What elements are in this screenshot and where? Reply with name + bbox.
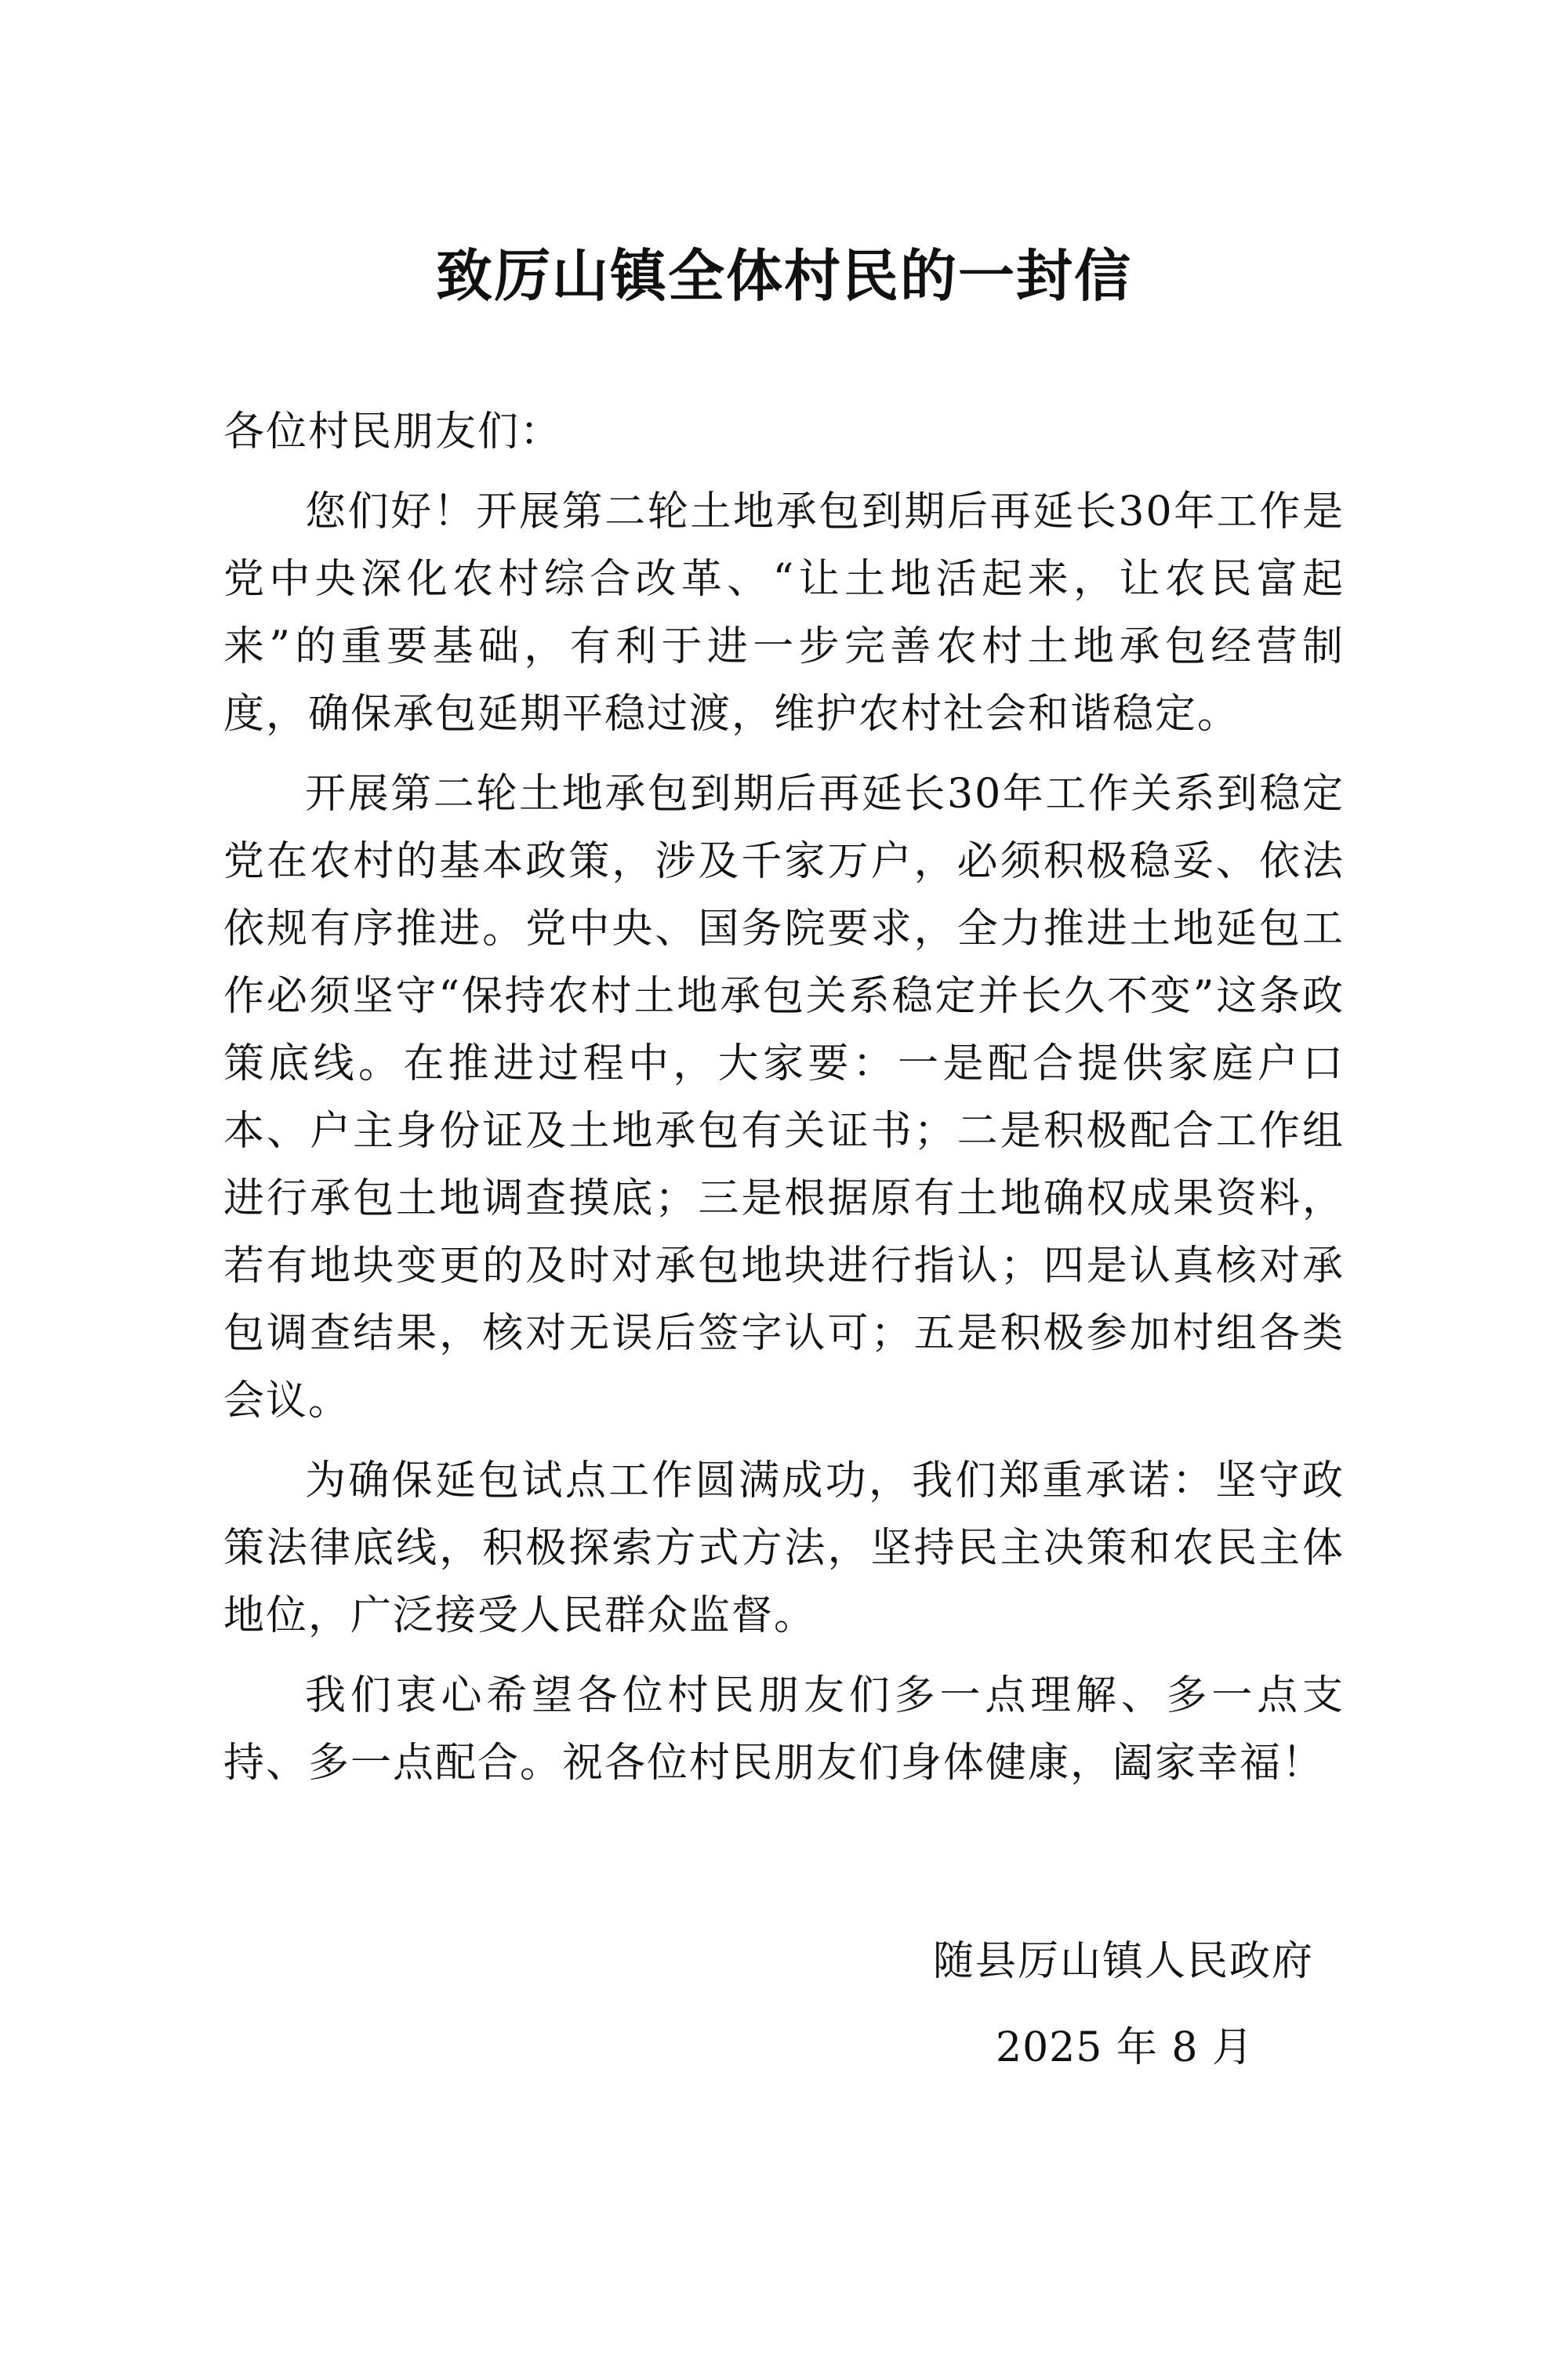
signature-organization: 随县厉山镇人民政府: [933, 1938, 1315, 1985]
paragraph-1: 您们好！开展第二轮土地承包到期后再延长30年工作是党中央深化农村综合改革、“让土地活起来，让农民富起来”的重要基础，有利于进一步完善农村土地承包经营制度，确保承包延期平稳过渡，维护农村社会和谐稳定。: [223, 488, 1345, 738]
paragraph-4: 我们衷心希望各位村民朋友们多一点理解、多一点支持、多一点配合。祝各位村民朋友们身体健康，阖家幸福！: [223, 1672, 1345, 1787]
signature-date: 2025 年 8 月: [996, 2024, 1254, 2071]
paragraph-3: 为确保延包试点工作圆满成功，我们郑重承诺：坚守政策法律底线，积极探索方式方法，坚持民主决策和农民主体地位，广泛接受人民群众监督。: [223, 1457, 1345, 1639]
letter-title: 致厉山镇全体村民的一封信: [435, 243, 1132, 309]
salutation: 各位村民朋友们：: [223, 408, 563, 455]
letter-body: [223, 398, 1345, 1809]
paragraph-2: 开展第二轮土地承包到期后再延长30年工作关系到稳定党在农村的基本政策，涉及千家万户，必须积极稳妥、依法依规有序推进。党中央、国务院要求，全力推进土地延包工作必须坚守“保持农村土地承包关系稳定并长久不变”这条政策底线。在推进过程中，大家要：一是配合提供家庭户口本、户主身份证及土地承包有关证书；二是积极配合工作组进行承包土地调查摸底；三是根据原有土地确权成果资料，若有地块变更的及时对承包地块进行指认；四是认真核对承包调查结果，核对无误后签字认可；五是积极参加村组各类会议。: [223, 771, 1345, 1424]
